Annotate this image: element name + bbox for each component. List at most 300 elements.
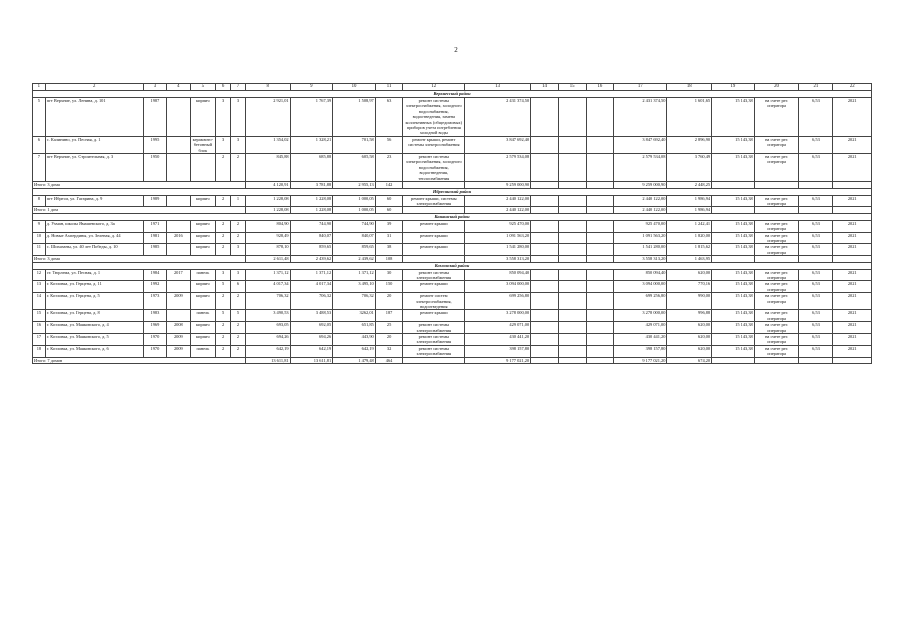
private-area: 1 479,48 [333, 357, 376, 363]
funds-total: 925 470,00 [614, 220, 667, 232]
entrances-count: 3 [231, 136, 246, 153]
wall-material: панель [190, 345, 216, 357]
wall-material: кирпич [190, 232, 216, 244]
works-list: ремонт систем электроснабжения, водоотведения [403, 293, 465, 310]
entrances-count: 2 [231, 345, 246, 357]
empty-cell [403, 357, 465, 363]
column-number: 1 [33, 84, 46, 91]
row-number: 13 [33, 281, 46, 293]
build-year: 1970 [143, 334, 166, 346]
row-number: 8 [33, 195, 46, 207]
max-cost-per-m2: 15 143,38 [712, 310, 755, 322]
residents-count: 30 [375, 269, 403, 281]
total-area: 2 611,48 [245, 256, 290, 262]
empty-cell [558, 136, 586, 153]
build-year: 1981 [143, 232, 166, 244]
total-area: 1 354,02 [245, 136, 290, 153]
funds-source: на счете рег. оператора [754, 98, 799, 137]
funds-source: на счете рег. оператора [754, 195, 799, 207]
residential-area: 3 488,53 [290, 310, 333, 322]
contribution-rate: 6,53 [799, 154, 833, 182]
entrances-count: 2 [231, 220, 246, 232]
wall-material: керамзито-бетонный блок [190, 136, 216, 153]
page-number: 2 [454, 46, 458, 54]
max-cost-per-m2: 15 143,38 [712, 293, 755, 310]
residential-area: 1 328,21 [290, 136, 333, 153]
column-number: 18 [667, 84, 712, 91]
address-cell: г. Козловка, ул. Герцена, д. 8 [45, 310, 143, 322]
total-area: 804,90 [245, 220, 290, 232]
build-year: 1995 [143, 136, 166, 153]
column-number: 2 [45, 84, 143, 91]
total-area: 4 120,91 [245, 182, 290, 188]
max-cost-per-m2: 15 143,38 [712, 220, 755, 232]
max-cost-per-m2: 15 143,38 [712, 345, 755, 357]
funds-source: на счете рег. оператора [754, 232, 799, 244]
cost-per-m2: 1 463,95 [667, 256, 712, 262]
column-number: 14 [531, 84, 559, 91]
funds-total: 3 558 313,20 [614, 256, 667, 262]
contribution-rate: 6,53 [799, 322, 833, 334]
entrances-count: 5 [231, 310, 246, 322]
max-cost-per-m2: 15 143,38 [712, 334, 755, 346]
funds-source: на счете рег. оператора [754, 334, 799, 346]
funds-total: 2 431 374,50 [614, 98, 667, 137]
build-year: 1971 [143, 220, 166, 232]
address-cell: д. Ухман, школы Ямашевского, д. 3а [45, 220, 143, 232]
max-cost-per-m2: 15 143,38 [712, 281, 755, 293]
residents-count: 20 [375, 293, 403, 310]
table-row [33, 269, 872, 281]
floors-count: 2 [216, 322, 231, 334]
district-name: Ибресинский район [33, 188, 872, 195]
column-number: 20 [754, 84, 799, 91]
cost-per-m2: 1 820,00 [667, 232, 712, 244]
address-cell: д. Новые Ахпердины, ул. Зеленая, д. 44 [45, 232, 143, 244]
completion-year: 2021 [833, 322, 872, 334]
empty-cell [586, 195, 614, 207]
empty-cell [531, 281, 559, 293]
private-area: 3262,01 [333, 310, 376, 322]
column-number: 8 [245, 84, 290, 91]
entrances-count: 3 [231, 269, 246, 281]
column-number: 5 [190, 84, 216, 91]
empty-cell [531, 136, 559, 153]
floors-count: 2 [216, 195, 231, 207]
total-area: 2 921,01 [245, 98, 290, 137]
cost-per-m2: 674,20 [667, 357, 712, 363]
funds-total: 850 094,40 [614, 269, 667, 281]
empty-cell [558, 281, 586, 293]
completion-year: 2021 [833, 334, 872, 346]
cost-per-m2: 620,00 [667, 345, 712, 357]
total-area: 3 490,53 [245, 310, 290, 322]
contribution-rate: 6,53 [799, 310, 833, 322]
private-area: 2 955,13 [333, 182, 376, 188]
residential-area: 706,32 [290, 293, 333, 310]
repair-year [167, 154, 190, 182]
column-number: 19 [712, 84, 755, 91]
floors-count: 5 [216, 310, 231, 322]
cost-per-m2: 770,16 [667, 281, 712, 293]
empty-cell [586, 232, 614, 244]
empty-cell [558, 322, 586, 334]
row-number: 18 [33, 345, 46, 357]
contribution-rate: 6,53 [799, 269, 833, 281]
total-area: 845,88 [245, 154, 290, 182]
empty-cell [531, 357, 559, 363]
wall-material: кирпич [190, 281, 216, 293]
floors-count: 2 [216, 154, 231, 182]
funds-total: 2 440 122,00 [614, 195, 667, 207]
funds-total: 1 541 280,00 [614, 244, 667, 256]
private-area: 3 495,10 [333, 281, 376, 293]
private-area: 443,90 [333, 334, 376, 346]
wall-material: кирпич [190, 220, 216, 232]
max-cost-per-m2: 15 143,38 [712, 322, 755, 334]
funds-source: на счете рег. оператора [754, 345, 799, 357]
entrances-count: 2 [231, 322, 246, 334]
contribution-rate: 6,53 [799, 195, 833, 207]
table-row [33, 310, 872, 322]
row-number: 16 [33, 322, 46, 334]
works-list: ремонт крыши, системы электроснабжения [403, 195, 465, 207]
empty-cell [558, 244, 586, 256]
repair-year [167, 98, 190, 137]
total-cost: 3 094 000,00 [465, 281, 531, 293]
empty-cell [558, 345, 586, 357]
wall-material: кирпич [190, 334, 216, 346]
works-list: ремонт крыши [403, 281, 465, 293]
completion-year: 2021 [833, 98, 872, 137]
cost-per-m2: 1 815,62 [667, 244, 712, 256]
private-area: 1 000,05 [333, 195, 376, 207]
max-cost-per-m2: 15 143,38 [712, 98, 755, 137]
table-row [33, 195, 872, 207]
address-cell: г. Козловка, ул. Маяковского, д. 4 [45, 322, 143, 334]
address-cell: с. Шихазаны, ул. 40 лет Победы, д. 10 [45, 244, 143, 256]
entrances-count: 1 [231, 195, 246, 207]
repair-year: 2016 [167, 232, 190, 244]
row-number: 17 [33, 334, 46, 346]
entrances-count: 2 [231, 232, 246, 244]
residential-area: 4 017,34 [290, 281, 333, 293]
build-year: 1950 [143, 154, 166, 182]
table-row [33, 232, 872, 244]
total-cost: 398 157,80 [465, 345, 531, 357]
empty-cell [531, 244, 559, 256]
repair-year [167, 244, 190, 256]
empty-cell [558, 334, 586, 346]
row-number: 15 [33, 310, 46, 322]
total-label: Итого: 3 дома [33, 182, 246, 188]
empty-cell [586, 322, 614, 334]
empty-cell [558, 357, 586, 363]
residents-count: 108 [375, 256, 403, 262]
residential-area: 1 228,08 [290, 195, 333, 207]
empty-cell [531, 293, 559, 310]
empty-cell [712, 357, 755, 363]
empty-cell [586, 293, 614, 310]
repair-year [167, 220, 190, 232]
cost-per-m2: 1 601,65 [667, 98, 712, 137]
address-cell: пгт Верхние, ул. Строительная, д. 3 [45, 154, 143, 182]
empty-cell [531, 310, 559, 322]
funds-source: на счете рег. оператора [754, 322, 799, 334]
repair-year: 2008 [167, 322, 190, 334]
address-cell: пгт Ибреси, ул. Гагарина, д. 9 [45, 195, 143, 207]
wall-material: кирпич [190, 293, 216, 310]
residential-area: 3 781,88 [290, 182, 333, 188]
max-cost-per-m2: 15 143,38 [712, 195, 755, 207]
works-list: ремонт системы электроснабжения, холодного водоснабжения, водоотведения, замена коллективных (общедомовых) приборов учета потребления холодной воды [403, 98, 465, 137]
contribution-rate: 6,53 [799, 334, 833, 346]
column-number: 17 [614, 84, 667, 91]
row-number: 10 [33, 232, 46, 244]
address-cell: г. Козловка, ул. Маяковского, д. 6 [45, 345, 143, 357]
cost-per-m2: 996,88 [667, 310, 712, 322]
build-year: 1969 [143, 322, 166, 334]
contribution-rate: 6,53 [799, 345, 833, 357]
residential-area: 1 767,39 [290, 98, 333, 137]
wall-material: кирпич [190, 322, 216, 334]
table-body [33, 84, 872, 364]
district-header-row [33, 91, 872, 98]
completion-year: 2021 [833, 293, 872, 310]
cost-per-m2: 1 986,94 [667, 195, 712, 207]
entrances-count: 6 [231, 281, 246, 293]
total-cost: 3 847 692,40 [465, 136, 531, 153]
funds-total: 699 256,80 [614, 293, 667, 310]
residential-area: 840,07 [290, 232, 333, 244]
residential-area: 642,19 [290, 345, 333, 357]
max-cost-per-m2: 15 143,38 [712, 269, 755, 281]
empty-cell [586, 154, 614, 182]
column-number: 15 [558, 84, 586, 91]
empty-cell [558, 293, 586, 310]
repair-year: 2009 [167, 293, 190, 310]
row-number: 7 [33, 154, 46, 182]
works-list: ремонт крыши, ремонт системы электроснабжения [403, 136, 465, 153]
private-area: 840,07 [333, 232, 376, 244]
empty-cell [586, 310, 614, 322]
column-number: 12 [403, 84, 465, 91]
cost-per-m2: 620,00 [667, 322, 712, 334]
total-cost: 850 094,40 [465, 269, 531, 281]
private-area: 1 508,97 [333, 98, 376, 137]
completion-year: 2021 [833, 220, 872, 232]
total-area: 13 611,81 [245, 357, 290, 363]
empty-cell [586, 281, 614, 293]
repair-year [167, 281, 190, 293]
total-cost: 2 431 374,50 [465, 98, 531, 137]
total-label: Итого: 7 домов [33, 357, 246, 363]
works-list: ремонт системы электроснабжения [403, 269, 465, 281]
wall-material: кирпич [190, 195, 216, 207]
row-number: 9 [33, 220, 46, 232]
works-list: ремонт системы электроснабжения [403, 322, 465, 334]
total-cost: 430 441,20 [465, 334, 531, 346]
floors-count: 3 [216, 269, 231, 281]
empty-cell [531, 232, 559, 244]
completion-year: 2021 [833, 310, 872, 322]
total-cost: 9 259 000,90 [465, 182, 531, 188]
cost-per-m2: 1 242,41 [667, 220, 712, 232]
repair-year: 2009 [167, 334, 190, 346]
private-area: 651,85 [333, 322, 376, 334]
residents-count: 464 [375, 357, 403, 363]
empty-cell [531, 345, 559, 357]
table-row [33, 154, 872, 182]
residents-count: 38 [375, 244, 403, 256]
private-area: 642,19 [333, 345, 376, 357]
total-cost: 9 177 021,20 [465, 357, 531, 363]
capital-repair-table [32, 83, 872, 364]
residents-count: 32 [375, 345, 403, 357]
funds-total: 9 177 021,20 [614, 357, 667, 363]
residential-area: 1 228,08 [290, 207, 333, 213]
build-year: 1970 [143, 345, 166, 357]
total-cost: 1 091 563,20 [465, 232, 531, 244]
table-row [33, 322, 872, 334]
district-header-row [33, 262, 872, 269]
empty-cell [558, 195, 586, 207]
row-number: 12 [33, 269, 46, 281]
funds-source: на счете рег. оператора [754, 220, 799, 232]
entrances-count: 2 [231, 334, 246, 346]
residents-count: 150 [375, 281, 403, 293]
build-year: 1984 [143, 269, 166, 281]
table-row [33, 281, 872, 293]
build-year: 1985 [143, 244, 166, 256]
empty-cell [799, 357, 833, 363]
column-number: 6 [216, 84, 231, 91]
column-number: 9 [290, 84, 333, 91]
private-area: 701,58 [333, 136, 376, 153]
contribution-rate: 6,53 [799, 136, 833, 153]
district-header-row [33, 213, 872, 220]
funds-total: 2 440 122,00 [614, 207, 667, 213]
address-cell: г. Козловка, ул. Герцена, д. 5 [45, 293, 143, 310]
max-cost-per-m2: 15 143,38 [712, 244, 755, 256]
works-list: ремонт крыши [403, 220, 465, 232]
row-number: 14 [33, 293, 46, 310]
funds-source: на счете рег. оператора [754, 281, 799, 293]
residents-count: 31 [375, 232, 403, 244]
contribution-rate: 6,53 [799, 293, 833, 310]
private-area: 605,58 [333, 154, 376, 182]
column-number: 21 [799, 84, 833, 91]
empty-cell [586, 220, 614, 232]
cost-per-m2: 620,00 [667, 269, 712, 281]
empty-cell [833, 357, 872, 363]
repair-year: 2009 [167, 345, 190, 357]
repair-year: 2017 [167, 269, 190, 281]
address-cell: ст. Тюрлема, ул. Песная, д. 1 [45, 269, 143, 281]
total-area: 694,26 [245, 334, 290, 346]
total-cost: 2 579 534,08 [465, 154, 531, 182]
total-cost: 925 470,00 [465, 220, 531, 232]
empty-cell [586, 334, 614, 346]
empty-cell [531, 154, 559, 182]
empty-cell [586, 244, 614, 256]
cost-per-m2: 2 896,90 [667, 136, 712, 153]
funds-total: 1 091 563,20 [614, 232, 667, 244]
works-list: ремонт крыши [403, 232, 465, 244]
entrances-count: 2 [231, 293, 246, 310]
funds-total: 2 579 534,08 [614, 154, 667, 182]
private-area: 706,32 [333, 293, 376, 310]
column-number: 4 [167, 84, 190, 91]
residential-area: 685,88 [290, 154, 333, 182]
cost-per-m2: 1 986,94 [667, 207, 712, 213]
empty-cell [586, 269, 614, 281]
residential-area: 859,65 [290, 244, 333, 256]
residents-count: 25 [375, 322, 403, 334]
works-list: ремонт системы электроснабжения, холодного водоснабжения, водоотведения, теплоснабжения [403, 154, 465, 182]
wall-material [190, 154, 216, 182]
private-area: 859,65 [333, 244, 376, 256]
total-cost: 3 278 000,00 [465, 310, 531, 322]
works-list: ремонт системы электроснабжения [403, 334, 465, 346]
funds-source: на счете рег. оператора [754, 310, 799, 322]
district-name: Верхнесский район [33, 91, 872, 98]
completion-year: 2021 [833, 195, 872, 207]
total-cost: 2 440 122,00 [465, 195, 531, 207]
residents-count: 20 [375, 334, 403, 346]
total-area: 693,05 [245, 322, 290, 334]
floors-count: 2 [216, 334, 231, 346]
completion-year: 2021 [833, 136, 872, 153]
total-area: 642,19 [245, 345, 290, 357]
floors-count: 2 [216, 232, 231, 244]
completion-year: 2021 [833, 154, 872, 182]
funds-total: 429 071,00 [614, 322, 667, 334]
build-year: 1973 [143, 293, 166, 310]
private-area: 2 439,62 [333, 256, 376, 262]
empty-cell [558, 269, 586, 281]
district-name: Канашский район [33, 213, 872, 220]
entrances-count: 3 [231, 244, 246, 256]
build-year: 1992 [143, 281, 166, 293]
row-number: 6 [33, 136, 46, 153]
table-row [33, 334, 872, 346]
floors-count: 2 [216, 244, 231, 256]
wall-material: кирпич [190, 98, 216, 137]
table-row [33, 244, 872, 256]
max-cost-per-m2: 15 143,38 [712, 232, 755, 244]
max-cost-per-m2: 15 143,38 [712, 154, 755, 182]
empty-cell [531, 269, 559, 281]
residents-count: 56 [375, 136, 403, 153]
row-number: 11 [33, 244, 46, 256]
funds-source: на счете рег. оператора [754, 154, 799, 182]
works-list: ремонт системы электроснабжения [403, 345, 465, 357]
total-area: 1 228,08 [245, 195, 290, 207]
funds-total: 9 259 000,90 [614, 182, 667, 188]
floors-count: 5 [216, 281, 231, 293]
funds-total: 3 278 000,00 [614, 310, 667, 322]
empty-cell [531, 334, 559, 346]
repair-year [167, 136, 190, 153]
district-header-row [33, 188, 872, 195]
empty-cell [586, 98, 614, 137]
completion-year: 2021 [833, 269, 872, 281]
empty-cell [531, 220, 559, 232]
total-cost: 699 256,80 [465, 293, 531, 310]
column-number-row [33, 84, 872, 91]
district-name: Козловский район [33, 262, 872, 269]
